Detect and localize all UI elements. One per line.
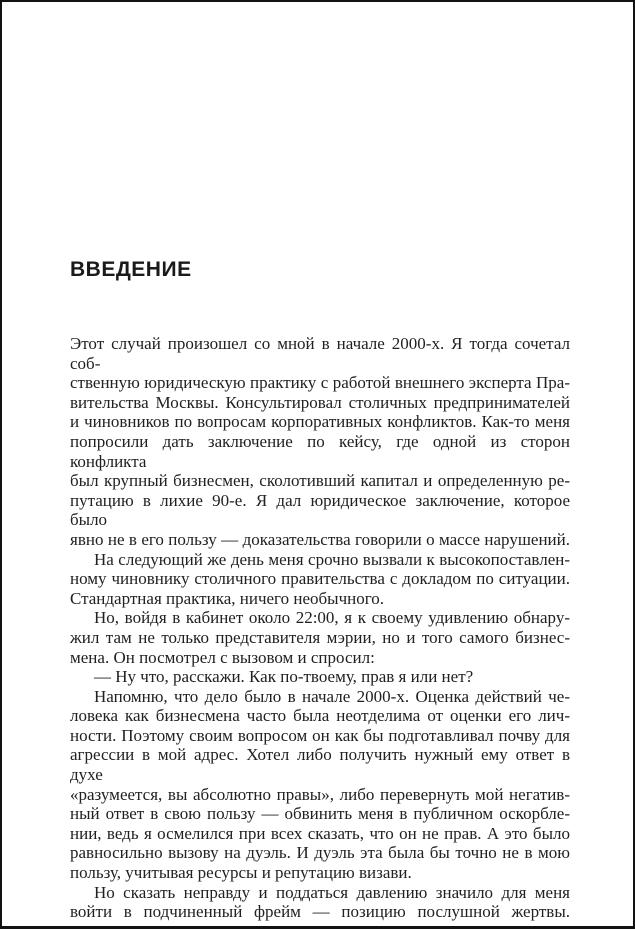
chapter-title: ВВЕДЕНИЕ — [70, 258, 192, 282]
text-line: путацию в лихие 90-е. Я дал юридическое заключение, которое было — [70, 490, 570, 530]
text-line: агрессии в мой адрес. Хотел либо получить нужный ему ответ в духе — [70, 745, 570, 785]
text-line: Но сказать неправду и поддаться давлению значило для меня — [94, 882, 570, 902]
text-line: ности. Поэтому своим вопросом он как бы подготавливал почву для — [70, 725, 570, 745]
text-line: На следующий же день меня срочно вызвали к высокопоставлен- — [94, 549, 570, 569]
text-line: Этот случай произошел со мной в начале 2000-х. Я тогда сочетал соб- — [70, 334, 570, 373]
text-line: и чиновников по вопросам корпоративных конфликтов. Как-то меня — [70, 412, 570, 432]
text-line: жил там не только представителя мэрии, но и того самого бизнес- — [70, 627, 570, 647]
text-line: «разумеется, вы абсолютно правы», либо перевернуть мой негатив- — [70, 784, 570, 804]
text-line: нии, ведь я осмелился при всех сказать, что он не прав. А это было — [70, 823, 570, 843]
text-line: войти в подчиненный фрейм — позицию послушной жертвы. — [70, 902, 570, 922]
text-line: Но, войдя в кабинет около 22:00, я к своему удивлению обнару- — [94, 608, 570, 628]
text-line: пользу, учитывая ресурсы и репутацию визави. — [70, 863, 412, 883]
text-line: ный ответ в свою пользу — обвинить меня в публичном оскорбле- — [70, 804, 570, 824]
text-line: ловека как бизнесмена часто была неотделима от оценки его лич- — [70, 706, 570, 726]
body-text — [70, 334, 570, 922]
text-line: равносильно вызову на дуэль. И дуэль эта была бы точно не в мою — [70, 843, 570, 863]
text-line: ственную юридическую практику с работой внешнего эксперта Пра- — [70, 373, 570, 393]
text-line: вительства Москвы. Консультировал столичных предпринимателей — [70, 392, 570, 412]
text-line: Напомню, что дело было в начале 2000-х. Оценка действий че- — [94, 686, 570, 706]
text-line: мена. Он посмотрел с вызовом и спросил: — [70, 647, 375, 667]
text-line: был крупный бизнесмен, сколотивший капитал и определенную ре- — [70, 471, 570, 491]
text-line: — Ну что, расскажи. Как по-твоему, прав я или нет? — [94, 667, 474, 687]
text-line: попросили дать заключение по кейсу, где одной из сторон конфликта — [70, 431, 570, 471]
text-line: явно не в его пользу — доказательства говорили о массе нарушений. — [70, 529, 570, 549]
text-line: ному чиновнику столичного правительства с докладом по ситуации. — [70, 569, 570, 589]
text-line: Стандартная практика, ничего необычного. — [70, 588, 385, 608]
